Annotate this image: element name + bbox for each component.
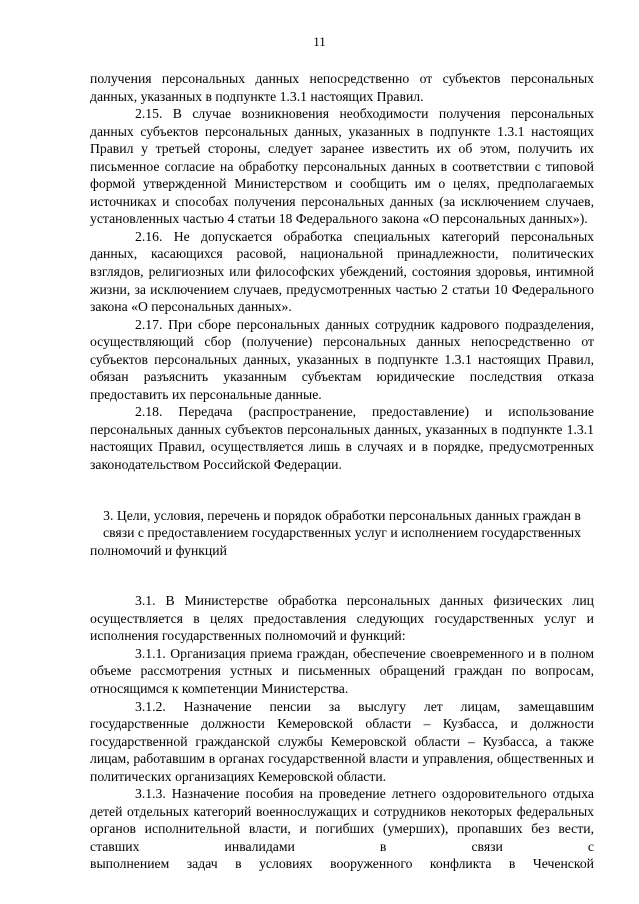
- paragraph-2-17: 2.17. При сборе персональных данных сотрудник кадрового подразделения, осуществляющий сбор (получение) персональных данных непосредственно от субъектов персональных данных, указанных в подпункте 1.3.1 настоящих Правил, обязан разъяснить указанным субъектам юридические последствия отказа предоставить их персональные данные.: [90, 316, 594, 402]
- page-number: 11: [313, 34, 326, 49]
- paragraph-continuation: получения персональных данных непосредственно от субъектов персональных данных, указанных в подпункте 1.3.1 настоящих Правил.: [90, 71, 594, 104]
- paragraph-3-1-3: 3.1.3. Назначение пособия на проведение летнего оздоровительного отдыха детей отдельных категорий военнослужащих и сотрудников некоторых федеральных органов исполнительной власти, и погибших (умерших), пропавших без вести, ставших инвалидами в связи с: [90, 786, 594, 854]
- section-3-heading: 3. Цели, условия, перечень и порядок обработки персональных данных граждан в связи с предоставлением государственных услуг и исполнением государственных полномочий и функций: [90, 507, 581, 558]
- paragraph-2-15: 2.15. В случае возникновения необходимости получения персональных данных субъектов персональных данных, указанных в подпункте 1.3.1 настоящих Правил у третьей стороны, следует заранее известить их об этом, получить их письменное согласие на обработку персональных данных в соответствии с типовой формой утвержденной Министерством и сообщить им о целях, предполагаемых источниках и способах получения персональных данных (за исключением случаев, установленных частью 4 статьи 18 Федерального закона «О персональных данных»).: [90, 106, 594, 227]
- paragraph-2-16: 2.16. Не допускается обработка специальных категорий персональных данных, касающихся расовой, национальной принадлежности, политических взглядов, религиозных или философских убеждений, состояния здоровья, интимной жизни, за исключением случаев, предусмотренных частью 2 статьи 10 Федерального закона «О персональных данных».: [90, 228, 594, 315]
- document-body: [90, 70, 594, 873]
- paragraph-3-1-2: 3.1.2. Назначение пенсии за выслугу лет лицам, замещавшим государственные должности Кемеровской области – Кузбасса, и должности государственной гражданской службы Кемеровской области – Кузбасса, а также лицам, работавшим в органах государственной власти и управления, общественных и политических организациях Кемеровской области.: [90, 698, 594, 784]
- paragraph-3-1-1: 3.1.1. Организация приема граждан, обеспечение своевременного и в полном объеме рассмотрения устных и письменных обращений граждан по вопросам, относящимся к компетенции Министерства.: [90, 645, 594, 696]
- paragraph-2-18: 2.18. Передача (распространение, предоставление) и использование персональных данных субъектов персональных данных, указанных в подпункте 1.3.1 настоящих Правил, осуществляется лишь в случаях и в порядке, предусмотренных законодательством Российской Федерации.: [90, 404, 594, 473]
- paragraph-3-1: 3.1. В Министерстве обработка персональных данных физических лиц осуществляется в целях предоставления следующих государственных услуг и исполнения государственных полномочий и функций:: [90, 593, 594, 644]
- paragraph-3-1-3-last-line: выполнением задач в условиях вооруженного конфликта в Чеченской: [90, 856, 594, 872]
